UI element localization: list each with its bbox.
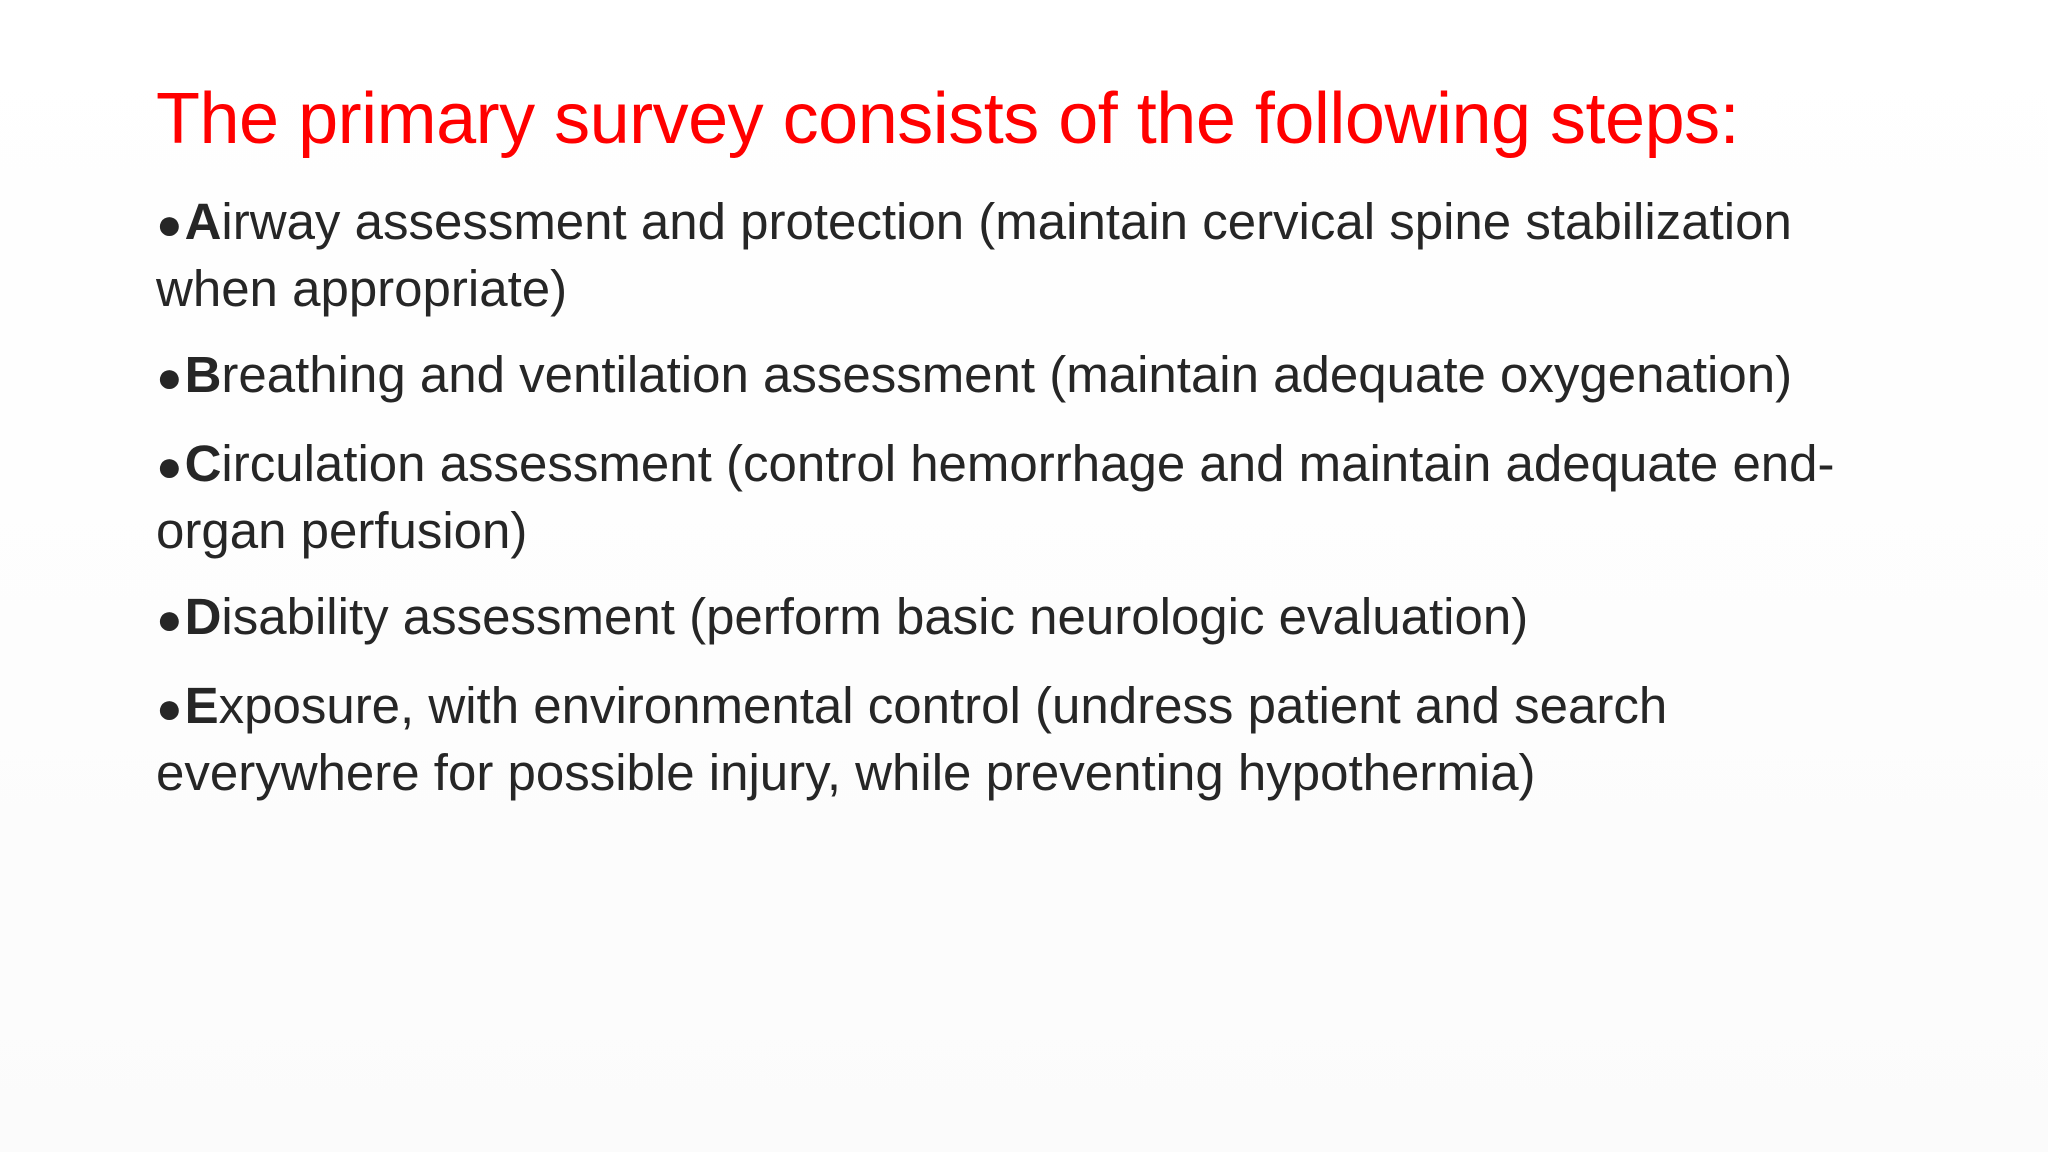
bullet-text: isability assessment (perform basic neurologic evaluation)	[221, 588, 1529, 645]
bullet-list	[156, 190, 1916, 827]
bullet-initial: D	[184, 588, 222, 645]
bullet-initial: C	[184, 435, 222, 492]
bullet-item-airway	[156, 190, 1916, 321]
bullet-initial: A	[184, 193, 222, 250]
bullet-item-circulation	[156, 432, 1916, 563]
bullet-text: irculation assessment (control hemorrhage and maintain adequate end-organ perfusion)	[156, 435, 1835, 559]
bullet-item-disability	[156, 585, 1916, 652]
bullet-dot-icon: ●	[156, 684, 183, 733]
bullet-dot-icon: ●	[156, 595, 183, 644]
bullet-dot-icon: ●	[156, 442, 183, 491]
bullet-dot-icon: ●	[156, 200, 183, 249]
bullet-text: irway assessment and protection (maintain cervical spine stabilization when appropriate)	[156, 193, 1792, 317]
bullet-text: xposure, with environmental control (undress patient and search everywhere for possible injury, while preventing hypothermia)	[156, 677, 1668, 801]
bullet-text: reathing and ventilation assessment (maintain adequate oxygenation)	[221, 346, 1793, 403]
bullet-initial: B	[184, 346, 222, 403]
bullet-dot-icon: ●	[156, 353, 183, 402]
bullet-item-exposure	[156, 674, 1916, 805]
slide-title: The primary survey consists of the following steps:	[156, 79, 1740, 159]
bullet-item-breathing	[156, 343, 1916, 410]
bullet-initial: E	[184, 677, 219, 734]
